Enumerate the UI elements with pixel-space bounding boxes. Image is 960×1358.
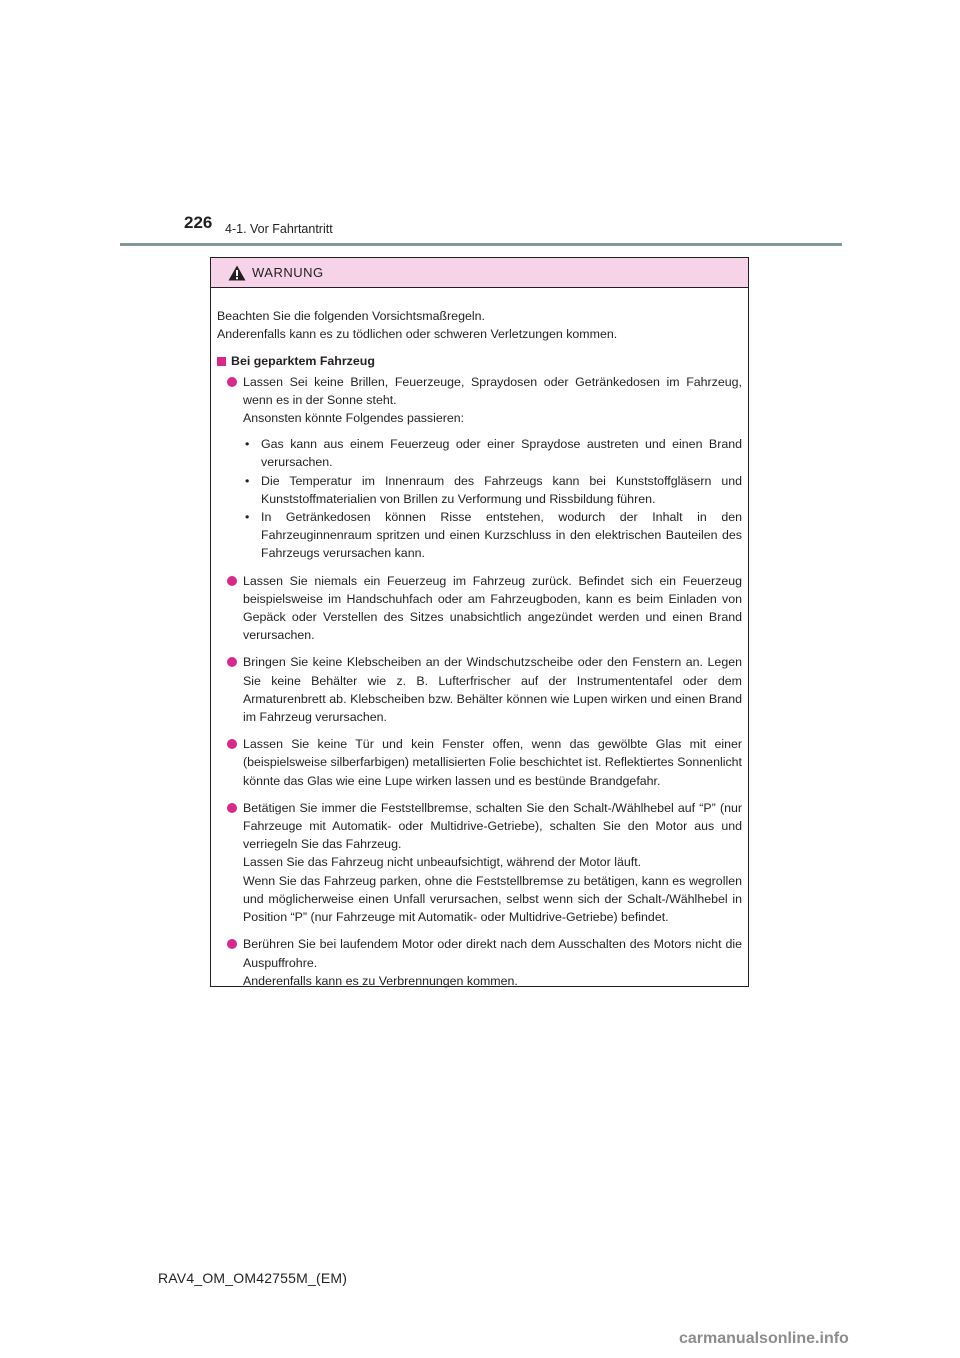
warning-body	[211, 288, 748, 990]
sublist-item-text: Gas kann aus einem Feuerzeug oder einer Spraydose austreten und einen Brand verursachen.	[261, 437, 742, 470]
list-item	[217, 735, 742, 790]
intro-line: Beachten Sie die folgenden Vorsichtsmaßregeln.	[217, 309, 485, 323]
warning-title: WARNUNG	[252, 265, 324, 280]
circle-bullet-icon	[227, 803, 237, 813]
square-bullet-icon	[217, 357, 226, 366]
sublist-item-text: Die Temperatur im Innenraum des Fahrzeugs kann bei Kunststoffgläsern und Kunststoffmaterialien von Brillen zu Verformung und Rissbildung führen.	[261, 473, 742, 506]
sublist-item-text: In Getränkedosen können Risse entstehen, wodurch der Inhalt in den Fahrzeuginnenraum spritzen und einen Kurzschluss in den elektrischen Bauteilen des Fahrzeugs verursachen kann.	[261, 510, 742, 561]
circle-bullet-icon	[227, 657, 237, 667]
list-item-text: Berühren Sie bei laufendem Motor oder direkt nach dem Ausschalten des Motors nicht die Auspuffrohre. Anderenfalls kann es zu Verbrennungen kommen.	[243, 937, 742, 988]
warning-header	[211, 258, 748, 288]
list-item	[217, 935, 742, 990]
list-item	[217, 799, 742, 926]
intro-line: Anderenfalls kann es zu tödlichen oder schweren Verletzungen kommen.	[217, 327, 618, 342]
dot-bullet-icon: •	[245, 473, 250, 488]
circle-bullet-icon	[227, 377, 237, 387]
section-title: 4-1. Vor Fahrtantritt	[225, 222, 333, 236]
circle-bullet-icon	[227, 739, 237, 749]
warning-triangle-icon	[228, 265, 246, 281]
list-item-text: Betätigen Sie immer die Feststellbremse, schalten Sie den Schalt-/Wählhebel auf “P” (nur Fahrzeuge mit Automatik- oder Multidrive-Getriebe), schalten Sie den Motor aus und verriegeln Sie das Fahrzeug. Lassen Sie das Fahrzeug nicht unbeaufsichtigt, während der Motor läuft. Wenn Sie das Fahrzeug parken, ohne die Feststellbremse zu betätigen, kann es wegrollen und möglicherweise einen Unfall verursachen, selbst wenn sich der Schalt-/Wählhebel in Position “P” (nur Fahrzeuge mit Automatik- oder Multidrive-Getriebe) befindet.	[243, 800, 742, 925]
list-item-text: Bringen Sie keine Klebscheiben an der Windschutzscheibe oder den Fenstern an. Legen Sie keine Behälter wie z. B. Lufterfrischer auf der Instrumententafel oder dem Armaturenbrett ab. Klebscheiben bzw. Behälter können wie Lupen wirken und einen Brand im Fahrzeug verursachen.	[243, 655, 742, 725]
sublist-item	[243, 508, 742, 563]
page-number: 226	[184, 213, 213, 232]
subheading-text: Bei geparktem Fahrzeug	[231, 354, 375, 369]
manual-code: RAV4_OM_OM42755M_(EM)	[158, 1270, 348, 1286]
list-item	[217, 373, 742, 563]
sublist-item	[243, 472, 742, 508]
header-rule	[120, 243, 842, 246]
dot-bullet-icon: •	[245, 510, 250, 525]
list-item-text: Lassen Sie keine Tür und kein Fenster offen, wenn das gewölbte Glas mit einer (beispielsweise silberfarbigen) metallisierten Folie beschichtet ist. Reflektiertes Sonnenlicht könnte das Glas wie eine Lupe wirken lassen und es bestünde Brandgefahr.	[243, 737, 742, 788]
subheading	[217, 352, 742, 370]
list-item-text: Lassen Sie niemals ein Feuerzeug im Fahrzeug zurück. Befindet sich ein Feuerzeug beispielsweise im Handschuhfach oder am Fahrzeugboden, kann es beim Einladen von Gepäck oder Verstellen des Sitzes unabsichtlich angezündet werden und einen Brand verursachen.	[243, 573, 742, 643]
list-item	[217, 653, 742, 726]
warning-box	[210, 257, 749, 987]
circle-bullet-icon	[227, 576, 237, 586]
circle-bullet-icon	[227, 939, 237, 949]
watermark-link[interactable]: carmanualsonline.info	[679, 1330, 849, 1347]
sublist	[243, 435, 742, 562]
dot-bullet-icon: •	[245, 437, 250, 452]
sublist-item	[243, 435, 742, 471]
list-item	[217, 572, 742, 645]
list-item-text: Lassen Sei keine Brillen, Feuerzeuge, Spraydosen oder Getränkedosen im Fahrzeug, wenn es in der Sonne steht. Ansonsten könnte Folgendes passieren:	[243, 374, 742, 426]
